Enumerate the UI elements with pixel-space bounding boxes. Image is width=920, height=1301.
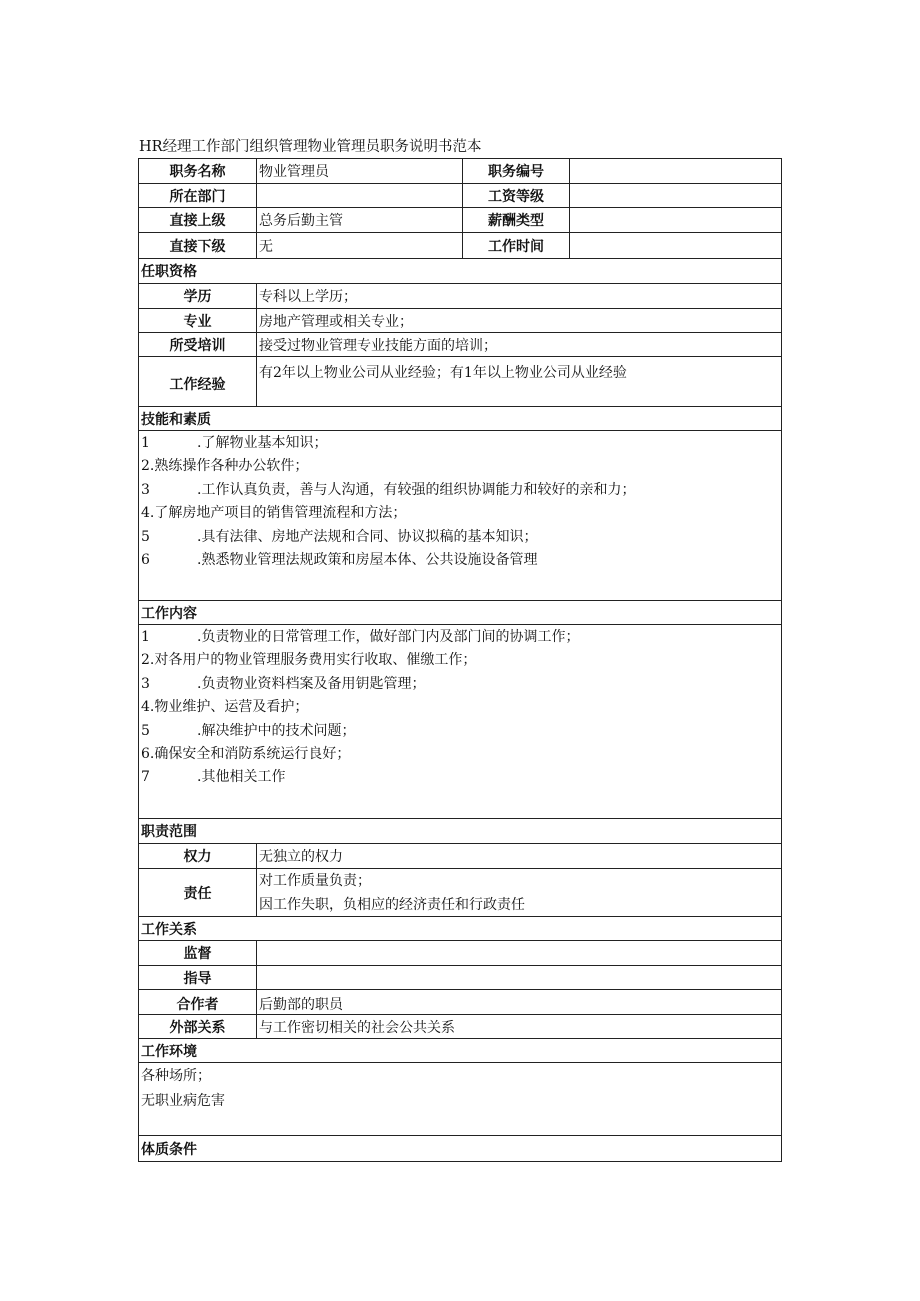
list-item	[141, 673, 779, 696]
list-item	[141, 743, 779, 766]
section-scope	[139, 819, 782, 844]
power-value: 无独立的权力	[257, 844, 782, 868]
label-position-code: 职务编号	[463, 159, 570, 183]
qualification-row	[139, 284, 782, 309]
label-department: 所在部门	[139, 184, 257, 207]
value-work-hours	[570, 233, 782, 258]
list-item: 无职业病危害	[141, 1093, 225, 1109]
item-text: 4.了解房地产项目的销售管理流程和方法；	[141, 505, 407, 522]
qualification-label: 所受培训	[139, 333, 257, 356]
relation-value: 后勤部的职员	[257, 990, 782, 1014]
power-label: 权力	[139, 844, 257, 868]
relation-value	[257, 966, 782, 989]
item-text: .熟悉物业管理法规政策和房屋本体、公共设施设备管理	[197, 551, 538, 568]
list-item	[141, 526, 779, 549]
environment-list	[139, 1063, 782, 1135]
value-position-name: 物业管理员	[257, 159, 463, 183]
item-number: 1	[141, 435, 150, 451]
label-subordinate: 直接下级	[139, 233, 257, 258]
section-title: 工作内容	[139, 601, 782, 624]
item-number: 5	[141, 722, 150, 739]
skills-list	[139, 431, 782, 600]
qualification-value: 专科以上学历；	[257, 284, 782, 308]
responsibility-value	[257, 869, 782, 916]
list-item	[141, 766, 779, 789]
item-text: 2.对各用户的物业管理服务费用实行收取、催缴工作；	[141, 652, 477, 669]
list-item	[141, 549, 779, 572]
section-title: 职责范围	[139, 819, 782, 843]
value-pay-type	[570, 208, 782, 232]
responsibility-line: 因工作失职，负相应的经济责任和行政责任	[259, 896, 525, 913]
qualification-row	[139, 333, 782, 357]
list-item	[141, 479, 779, 502]
value-supervisor: 总务后勤主管	[257, 208, 463, 232]
list-item	[141, 455, 779, 478]
list-item	[141, 432, 779, 455]
item-text: .负责物业资料档案及备用钥匙管理；	[197, 675, 426, 692]
value-salary-grade	[570, 184, 782, 207]
item-text: .具有法律、房地产法规和合同、协议拟稿的基本知识；	[197, 528, 538, 545]
relation-label: 指导	[139, 966, 257, 989]
item-number: 1	[141, 629, 150, 645]
list-item	[141, 649, 779, 672]
item-text: 4.物业维护、运营及看护；	[141, 699, 309, 716]
label-position-name: 职务名称	[139, 159, 257, 183]
list-item	[141, 502, 779, 525]
document-title: HR经理工作部门组织管理物业管理员职务说明书范本	[139, 139, 482, 155]
job-description-table	[138, 158, 782, 1162]
section-duties	[139, 601, 782, 625]
item-number: 3	[141, 481, 150, 498]
qualification-row	[139, 357, 782, 407]
relation-row	[139, 1015, 782, 1039]
value-subordinate: 无	[257, 233, 463, 258]
item-text: .了解物业基本知识；	[197, 435, 328, 451]
section-qualifications	[139, 259, 782, 284]
header-row-department	[139, 184, 782, 208]
relation-row	[139, 941, 782, 966]
section-physical	[139, 1136, 782, 1162]
item-text: .工作认真负责，善与人沟通，有较强的组织协调能力和较好的亲和力；	[197, 481, 636, 498]
section-title: 体质条件	[139, 1136, 782, 1161]
qualification-label: 学历	[139, 284, 257, 308]
value-department	[257, 184, 463, 207]
environment-block	[139, 1063, 782, 1136]
label-salary-grade: 工资等级	[463, 184, 570, 207]
qualification-value: 有2年以上物业公司从业经验；有1年以上物业公司从业经验	[257, 357, 782, 406]
header-row-supervisor	[139, 208, 782, 233]
section-title: 工作关系	[139, 917, 782, 940]
relation-value	[257, 941, 782, 965]
item-text: 6.确保安全和消防系统运行良好；	[141, 745, 351, 762]
skills-block	[139, 431, 782, 601]
qualification-row	[139, 309, 782, 333]
item-number: 6	[141, 551, 150, 568]
value-position-code	[570, 159, 782, 183]
qualification-value: 接受过物业管理专业技能方面的培训；	[257, 333, 782, 356]
section-environment	[139, 1039, 782, 1063]
qualification-label: 工作经验	[139, 357, 257, 406]
item-number: 3	[141, 675, 150, 692]
list-item	[141, 720, 779, 743]
label-work-hours: 工作时间	[463, 233, 570, 258]
item-text: .其他相关工作	[197, 769, 286, 786]
section-title: 技能和素质	[139, 407, 782, 430]
item-number: 7	[141, 769, 150, 786]
relation-row	[139, 966, 782, 990]
duties-list	[139, 625, 782, 818]
qualification-label: 专业	[139, 309, 257, 332]
section-relations	[139, 917, 782, 941]
item-text: 2.熟练操作各种办公软件；	[141, 458, 309, 475]
responsibility-line: 对工作质量负责；	[259, 872, 371, 889]
section-title: 任职资格	[139, 259, 782, 283]
list-item	[141, 696, 779, 719]
responsibility-label: 责任	[139, 869, 257, 916]
list-item	[141, 626, 779, 649]
label-supervisor: 直接上级	[139, 208, 257, 232]
list-item: 各种场所；	[141, 1068, 211, 1084]
relation-label: 合作者	[139, 990, 257, 1014]
header-row-subordinate	[139, 233, 782, 259]
duties-block	[139, 625, 782, 819]
scope-responsibility-row	[139, 869, 782, 917]
relation-value: 与工作密切相关的社会公共关系	[257, 1015, 782, 1038]
relation-label: 监督	[139, 941, 257, 965]
item-text: .解决维护中的技术问题；	[197, 722, 356, 739]
item-text: .负责物业的日常管理工作，做好部门内及部门间的协调工作；	[197, 629, 580, 645]
scope-power-row	[139, 844, 782, 869]
relation-row	[139, 990, 782, 1015]
relation-label: 外部关系	[139, 1015, 257, 1038]
section-skills	[139, 407, 782, 431]
qualification-value: 房地产管理或相关专业；	[257, 309, 782, 332]
label-pay-type: 薪酬类型	[463, 208, 570, 232]
item-number: 5	[141, 528, 150, 545]
section-title: 工作环境	[139, 1039, 782, 1062]
header-row-position	[139, 159, 782, 184]
